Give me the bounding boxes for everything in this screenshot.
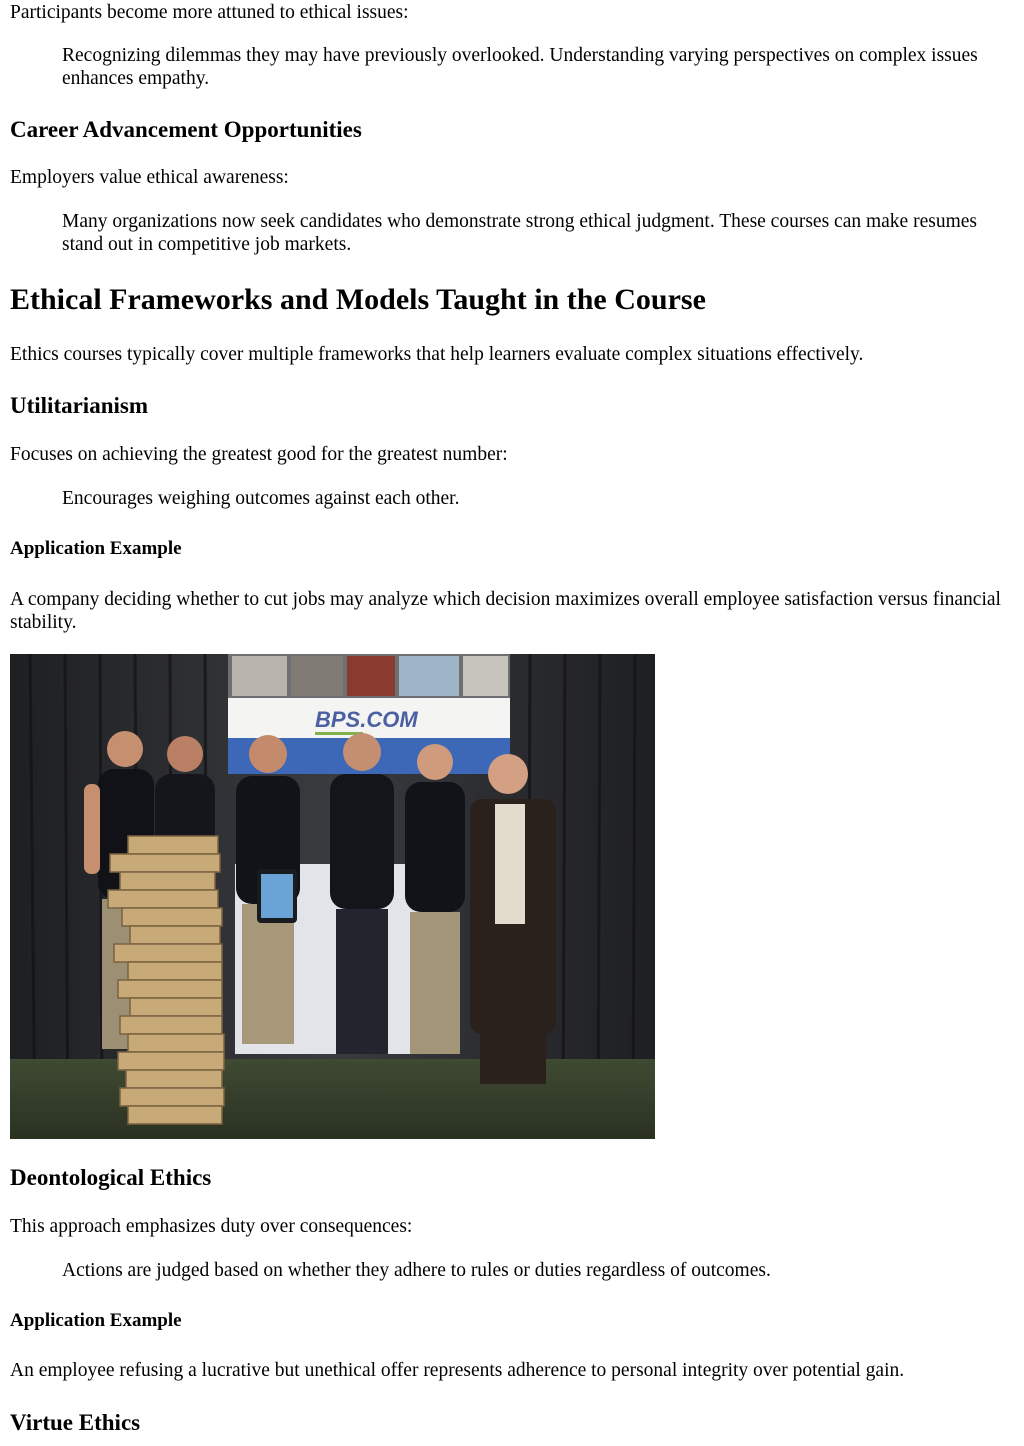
utilitarianism-intro: Focuses on achieving the greatest good for the greatest number:	[10, 444, 508, 465]
banner-logo-text: BPS.COM	[315, 707, 418, 732]
trade-show-booth-photo	[10, 654, 655, 1139]
virtue-heading: Virtue Ethics	[10, 1410, 141, 1435]
person-6	[470, 754, 556, 1084]
utilitarianism-example-heading: Application Example	[10, 538, 182, 559]
career-intro: Employers value ethical awareness:	[10, 167, 289, 188]
frameworks-intro: Ethics courses typically cover multiple frameworks that help learners evaluate complex situations effectively.	[10, 344, 864, 365]
deontology-heading: Deontological Ethics	[10, 1165, 212, 1190]
person-5	[405, 744, 465, 1054]
giant-block-tower	[108, 836, 224, 1124]
section-quote: Recognizing dilemmas they may have previously overlooked. Understanding varying perspectives on complex issues enhances empathy.	[62, 45, 978, 89]
career-heading: Career Advancement Opportunities	[10, 117, 362, 142]
deontology-intro: This approach emphasizes duty over consequences:	[10, 1216, 413, 1237]
deontology-quote: Actions are judged based on whether they adhere to rules or duties regardless of outcomes.	[62, 1260, 771, 1281]
section-intro: Participants become more attuned to ethical issues:	[10, 2, 409, 23]
frameworks-heading: Ethical Frameworks and Models Taught in the Course	[10, 283, 706, 316]
deontology-example-heading: Application Example	[10, 1310, 182, 1331]
deontology-example-text: An employee refusing a lucrative but unethical offer represents adherence to personal integrity over potential gain.	[10, 1360, 905, 1381]
utilitarianism-quote: Encourages weighing outcomes against each other.	[62, 488, 460, 509]
booth-illustration	[10, 654, 655, 1139]
career-quote: Many organizations now seek candidates who demonstrate strong ethical judgment. These courses can make resumes stand out in competitive job markets.	[62, 211, 977, 255]
person-4	[330, 733, 394, 1054]
banner-photo-strip	[228, 654, 510, 698]
person-3	[236, 735, 300, 1044]
utilitarianism-example-text: A company deciding whether to cut jobs may analyze which decision maximizes overall employee satisfaction versus financial stability.	[10, 589, 1001, 633]
utilitarianism-heading: Utilitarianism	[10, 393, 148, 418]
